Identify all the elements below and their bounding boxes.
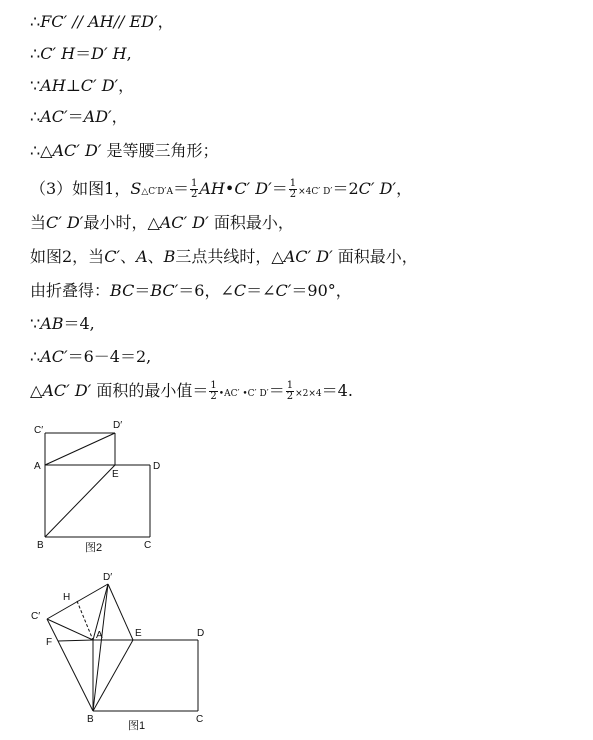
math-symbol: AC′ D′ <box>42 381 92 400</box>
line-text: 面积最小， <box>332 247 418 266</box>
small-math-text: ×2×4 <box>295 389 322 399</box>
fraction-denominator: 2 <box>210 391 217 402</box>
math-symbol: AH <box>199 179 225 198</box>
line-text: ＝ <box>134 281 151 300</box>
fig1-label-d1: D′ <box>103 572 113 583</box>
fig1-caption: 图1 <box>128 720 146 732</box>
fig2-segment <box>45 433 115 465</box>
line-text: ＝ <box>67 107 84 126</box>
line-text: ∴ <box>30 12 41 31</box>
line-text: ∵ <box>30 314 41 333</box>
math-symbol: AC′ D′ <box>283 247 333 266</box>
fig1-segment <box>58 641 93 711</box>
line-text: ∵ <box>30 76 41 95</box>
math-symbol: C′ D′ <box>358 179 397 198</box>
line-text: （3）如图1， <box>30 179 131 198</box>
line-text: ＝ <box>172 179 189 198</box>
fig1-label-a: A <box>96 630 103 641</box>
line-text: • <box>224 179 235 198</box>
line-text: ＝6－4＝2, <box>67 347 152 366</box>
line-text: ＝90°， <box>291 281 352 300</box>
math-symbol: C′ <box>275 281 292 300</box>
fig1-label-b: B <box>87 714 94 725</box>
line-text: 如图2，当 <box>30 247 105 266</box>
math-symbol: AC′ D′ <box>159 213 209 232</box>
line-text: 面积的最小值＝ <box>91 381 209 400</box>
math-symbol: AC′ D′ <box>52 141 102 160</box>
fig2-segment <box>45 465 115 537</box>
line-text: ∴△ <box>30 141 53 160</box>
line-text: ＝2 <box>332 179 359 198</box>
fraction-numerator: 1 <box>286 380 294 391</box>
fig2-label-d: D <box>153 461 161 472</box>
line-text: ∴ <box>30 107 41 126</box>
fig1-label-d: D <box>197 628 205 639</box>
fig1-segment <box>58 640 93 641</box>
fig2-label-c: C <box>144 540 152 551</box>
fraction-numerator: 1 <box>289 178 297 189</box>
line-text: 由折叠得： <box>30 281 111 300</box>
line-text: 面积最小， <box>208 213 294 232</box>
math-symbol: AH <box>40 76 66 95</box>
fraction-denominator: 2 <box>190 189 198 200</box>
small-math-text: ×4C′ D′ <box>298 187 333 197</box>
fig2-caption: 图2 <box>85 542 103 554</box>
fig2-label-c1: C′ <box>34 425 44 436</box>
fig1-label-f: F <box>46 637 53 648</box>
fig2-label-d1: D′ <box>113 420 123 431</box>
math-symbol: A <box>136 247 148 266</box>
math-symbol: AC′ <box>40 347 68 366</box>
math-symbol: FC′ // AH// ED′ <box>40 12 158 31</box>
line-text: ＝ <box>75 44 92 63</box>
math-symbol: BC <box>110 281 135 300</box>
line-text: ∴ <box>30 347 41 366</box>
line-text: 当 <box>30 213 47 232</box>
line-text: ＝4. <box>321 381 353 400</box>
fraction-numerator: 1 <box>190 178 198 189</box>
fig1-label-c: C <box>196 714 204 725</box>
math-symbol: C′ <box>104 247 121 266</box>
line-text: ， <box>157 12 174 31</box>
line-text: 三点共线时，△ <box>175 247 284 266</box>
small-math-text: △C′D′A <box>141 187 173 197</box>
line-text: 、 <box>120 247 137 266</box>
line-text: ∴ <box>30 44 41 63</box>
math-symbol: D′ H <box>91 44 127 63</box>
fraction-denominator: 2 <box>289 189 297 200</box>
fig1-label-h: H <box>63 592 71 603</box>
small-math-text: •AC′ •C′ D′ <box>218 389 269 399</box>
math-symbol: AC′ <box>40 107 68 126</box>
fig2-label-e: E <box>112 469 119 480</box>
line-text: ＝ <box>268 381 285 400</box>
fig1-segment <box>47 619 93 640</box>
line-text: ， <box>111 107 128 126</box>
line-text: ＝ <box>271 179 288 198</box>
fig2-label-a: A <box>34 461 41 472</box>
line-text: ＝4, <box>63 314 95 333</box>
math-symbol: BC′ <box>150 281 179 300</box>
math-symbol: C′ H <box>40 44 76 63</box>
line-text: △ <box>30 381 43 400</box>
math-symbol: AD′ <box>83 107 112 126</box>
math-symbol: S <box>130 179 142 198</box>
line-text: , <box>126 44 132 63</box>
math-symbol: B <box>163 247 176 266</box>
fig1-segment <box>93 640 133 711</box>
fraction-denominator: 2 <box>286 391 294 402</box>
math-symbol: C′ D′ <box>234 179 272 198</box>
fig1-label-c1: C′ <box>31 611 41 622</box>
math-symbol: AB <box>40 314 64 333</box>
math-symbol: C′ D′ <box>80 76 119 95</box>
line-text: ＝∠ <box>246 281 276 300</box>
fig1-segment <box>108 584 133 640</box>
figure-1 <box>47 584 198 711</box>
figure-2 <box>45 433 150 537</box>
line-text: ， <box>396 179 413 198</box>
fig1-segment <box>93 584 108 711</box>
fig2-label-b: B <box>37 540 44 551</box>
line-text: ， <box>118 76 135 95</box>
math-symbol: C′ D′ <box>46 213 84 232</box>
line-text: 最小时，△ <box>83 213 160 232</box>
line-text: 是等腰三角形； <box>101 141 219 160</box>
line-text: ＝6，∠ <box>178 281 234 300</box>
math-symbol: C <box>233 281 247 300</box>
fig1-label-e: E <box>135 628 142 639</box>
line-text: ⊥ <box>65 76 81 95</box>
fraction-numerator: 1 <box>210 380 217 391</box>
line-text: 、 <box>147 247 164 266</box>
